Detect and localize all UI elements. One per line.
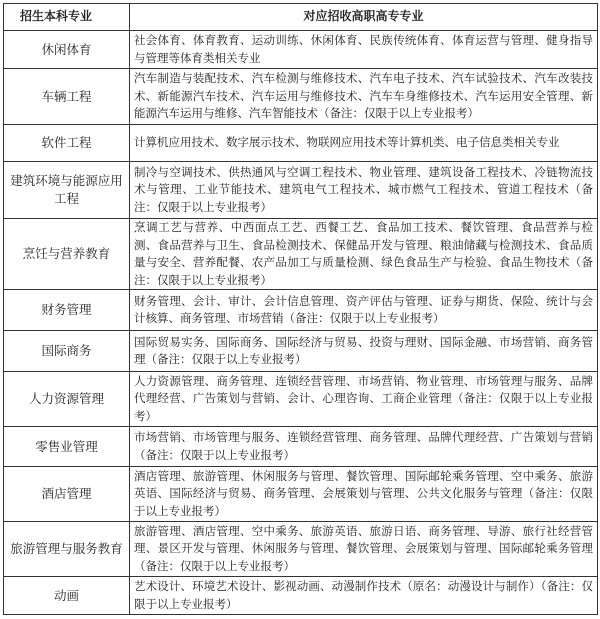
table-row bbox=[4, 31, 598, 69]
row-programs: 市场营销、市场管理与服务、连锁经营管理、商务管理、品牌代理经营、广告策划与营销（备注：仅限于以上专业报考） bbox=[130, 427, 598, 467]
row-major: 财务管理 bbox=[4, 290, 130, 331]
row-major: 零售业管理 bbox=[4, 427, 130, 467]
row-programs: 财务管理、会计、审计、会计信息管理、资产评估与管理、证券与期货、保险、统计与会计核算、商务管理、市场营销（备注：仅限于以上专业报考） bbox=[130, 290, 598, 331]
row-major: 烹饪与营养教育 bbox=[4, 219, 130, 290]
table-row bbox=[4, 69, 598, 125]
table-row bbox=[4, 290, 598, 331]
table-row bbox=[4, 162, 598, 219]
row-major: 酒店管理 bbox=[4, 467, 130, 522]
table-row bbox=[4, 577, 598, 615]
row-programs: 艺术设计、环境艺术设计、影视动画、动漫制作技术（原名：动漫设计与制作）（备注：仅限于以上专业报考） bbox=[130, 577, 598, 615]
table-row bbox=[4, 522, 598, 577]
row-major: 车辆工程 bbox=[4, 69, 130, 125]
admissions-table bbox=[3, 3, 598, 615]
row-major: 休闲体育 bbox=[4, 31, 130, 69]
row-programs: 制冷与空调技术、供热通风与空调工程技术、物业管理、建筑设备工程技术、冷链物流技术与管理、工业节能技术、建筑电气工程技术、城市燃气工程技术、管道工程技术（备注：仅限于以上专业报考） bbox=[130, 162, 598, 219]
row-programs: 酒店管理、旅游管理、休闲服务与管理、餐饮管理、国际邮轮乘务管理、空中乘务、旅游英语、国际经济与贸易、商务管理、会展策划与管理、公共文化服务与管理（备注：仅限于以上专业报考） bbox=[130, 467, 598, 522]
row-programs: 汽车制造与装配技术、汽车检测与维修技术、汽车电子技术、汽车试验技术、汽车改装技术、新能源汽车技术、汽车运用与维修技术、汽车车身维修技术、汽车运用安全管理、新能源汽车运用与维修、汽车智能技术（备注：仅限于以上专业报考） bbox=[130, 69, 598, 125]
table-header-row bbox=[4, 4, 598, 31]
row-programs: 国际贸易实务、国际商务、国际经济与贸易、投资与理财、国际金融、市场营销、商务管理（备注：仅限于以上专业报考） bbox=[130, 331, 598, 372]
admissions-table-container bbox=[3, 3, 597, 615]
row-major: 旅游管理与服务教育 bbox=[4, 522, 130, 577]
table-row bbox=[4, 331, 598, 372]
row-major: 软件工程 bbox=[4, 125, 130, 162]
row-major: 动画 bbox=[4, 577, 130, 615]
row-major: 国际商务 bbox=[4, 331, 130, 372]
table-row bbox=[4, 427, 598, 467]
row-programs: 计算机应用技术、数字展示技术、物联网应用技术等计算机类、电子信息类相关专业 bbox=[130, 125, 598, 162]
header-vocational-programs: 对应招收高职高专专业 bbox=[130, 4, 598, 31]
row-programs: 社会体育、体育教育、运动训练、休闲体育、民族传统体育、体育运营与管理、健身指导与管理等体育类相关专业 bbox=[130, 31, 598, 69]
table-row bbox=[4, 219, 598, 290]
table-row bbox=[4, 467, 598, 522]
header-undergrad-major: 招生本科专业 bbox=[4, 4, 130, 31]
row-major: 建筑环境与能源应用工程 bbox=[4, 162, 130, 219]
row-programs: 人力资源管理、商务管理、连锁经营管理、市场营销、物业管理、市场管理与服务、品牌代理经营、广告策划与营销、会计、心理咨询、工商企业管理（备注：仅限于以上专业报考） bbox=[130, 372, 598, 427]
table-row bbox=[4, 125, 598, 162]
row-programs: 烹调工艺与营养、中西面点工艺、西餐工艺、食品加工技术、餐饮管理、食品营养与检测、食品营养与卫生、食品检测技术、保健品开发与管理、粮油储藏与检测技术、食品质量与安全、营养配餐、农产品加工与质量检测、绿色食品生产与检验、食品生物技术（备注：仅限于以上专业报考） bbox=[130, 219, 598, 290]
table-row bbox=[4, 372, 598, 427]
row-major: 人力资源管理 bbox=[4, 372, 130, 427]
row-programs: 旅游管理、酒店管理、空中乘务、旅游英语、旅游日语、商务管理、导游、旅行社经营管理、景区开发与管理、休闲服务与管理、餐饮管理、会展策划与管理、国际邮轮乘务管理（备注：仅限于以上专业报考） bbox=[130, 522, 598, 577]
